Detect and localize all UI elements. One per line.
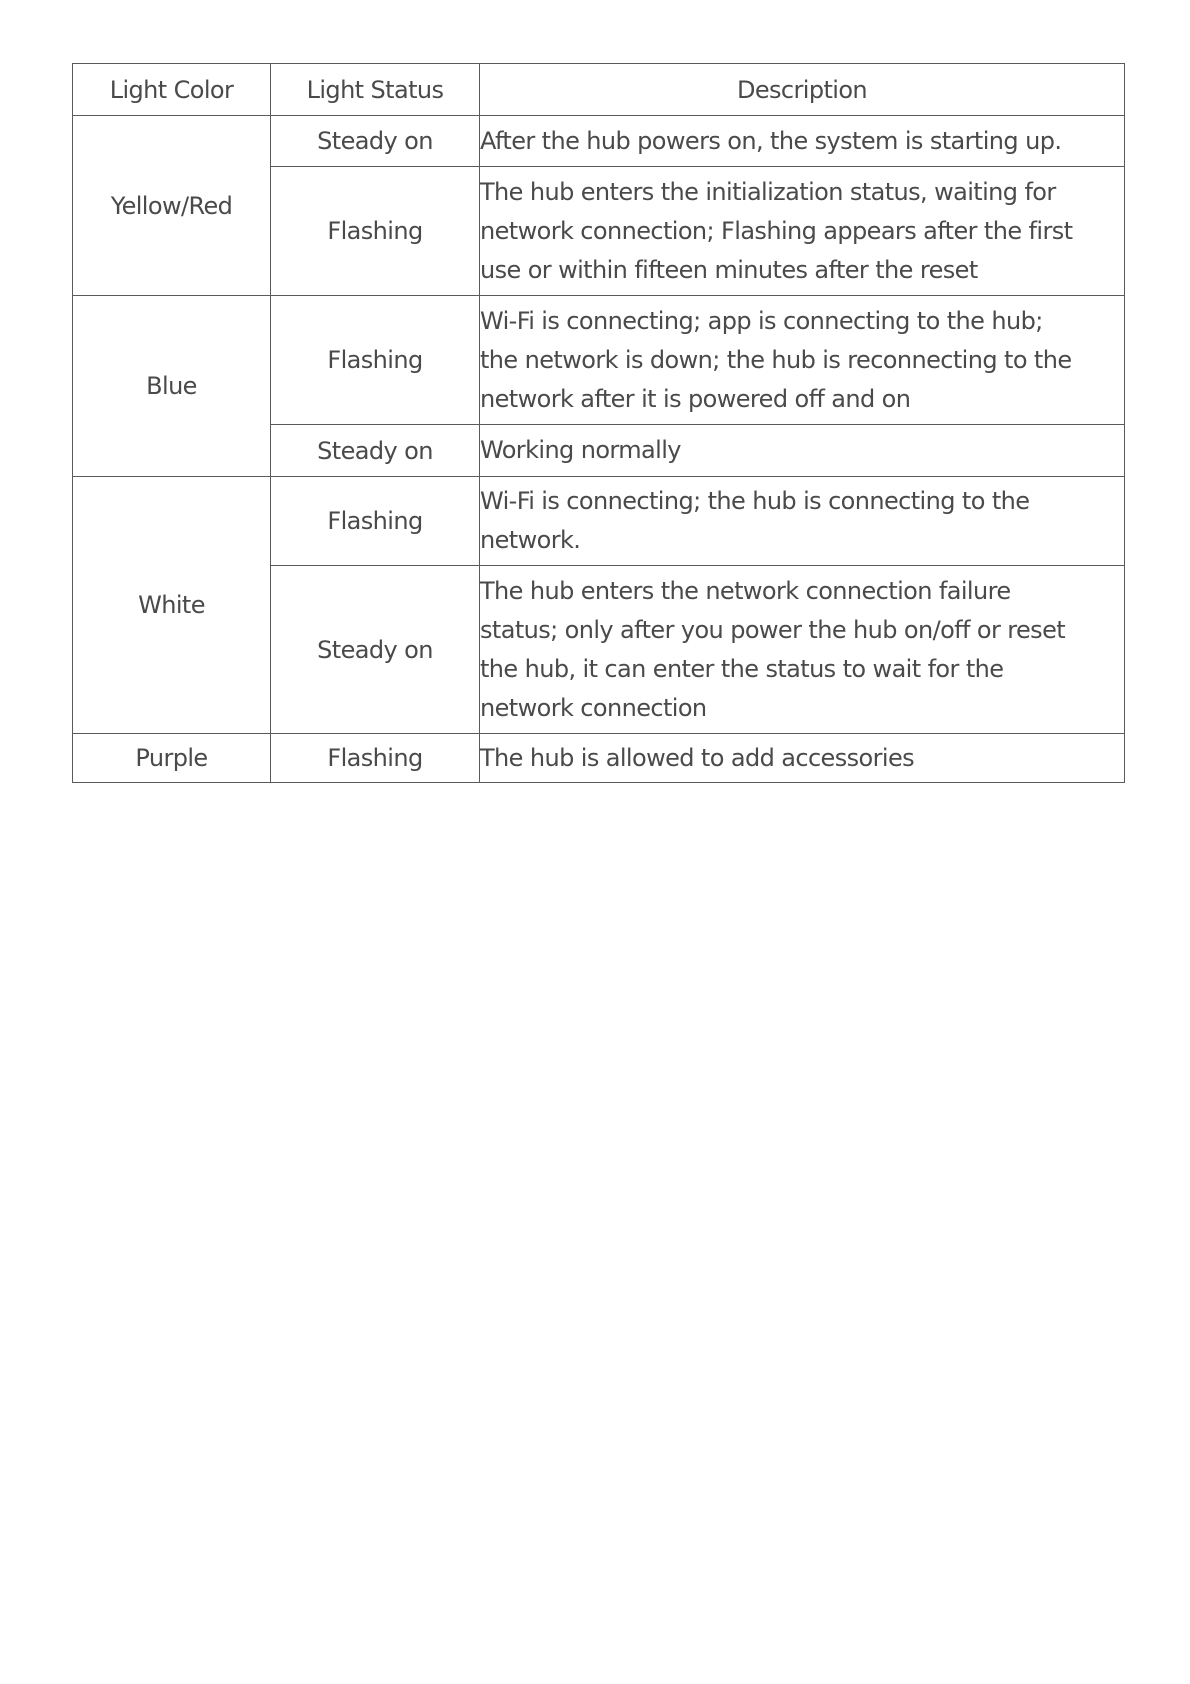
description-line: use or within fifteen minutes after the reset <box>480 255 978 284</box>
description-line: The hub enters the network connection failure <box>480 576 1011 605</box>
description-cell <box>480 167 1125 296</box>
light-status-cell: Flashing <box>271 477 480 566</box>
light-status-cell: Flashing <box>271 734 480 783</box>
description-line: The hub is allowed to add accessories <box>480 743 915 772</box>
table-row <box>73 116 1125 167</box>
header-light-status: Light Status <box>271 64 480 116</box>
light-color-cell: White <box>73 477 271 734</box>
description-line: After the hub powers on, the system is starting up. <box>480 126 1062 155</box>
description-line: network connection <box>480 693 707 722</box>
description-cell <box>480 116 1125 167</box>
description-line: network after it is powered off and on <box>480 384 911 413</box>
light-status-cell: Steady on <box>271 425 480 477</box>
table-header-row <box>73 64 1125 116</box>
description-line: the hub, it can enter the status to wait for the <box>480 654 1004 683</box>
table-row <box>73 296 1125 425</box>
light-color-cell: Blue <box>73 296 271 477</box>
table-row <box>73 477 1125 566</box>
light-color-cell: Purple <box>73 734 271 783</box>
description-line: Wi-Fi is connecting; app is connecting to the hub; <box>480 306 1043 335</box>
description-cell <box>480 477 1125 566</box>
description-line: network. <box>480 526 581 554</box>
description-line: network connection; Flashing appears after the first <box>480 216 1073 245</box>
light-color-cell: Yellow/Red <box>73 116 271 296</box>
description-cell <box>480 296 1125 425</box>
description-cell <box>480 566 1125 734</box>
light-status-cell: Flashing <box>271 167 480 296</box>
light-status-table <box>72 63 1125 783</box>
header-light-color: Light Color <box>73 64 271 116</box>
description-line: Working normally <box>480 436 681 464</box>
header-description: Description <box>480 64 1125 116</box>
description-line: status; only after you power the hub on/off or reset <box>480 615 1066 644</box>
description-line: The hub enters the initialization status, waiting for <box>480 177 1056 206</box>
light-status-cell: Steady on <box>271 566 480 734</box>
description-cell <box>480 734 1125 783</box>
description-cell <box>480 425 1125 477</box>
description-line: Wi-Fi is connecting; the hub is connecting to the <box>480 487 1030 515</box>
light-status-cell: Flashing <box>271 296 480 425</box>
table-row <box>73 734 1125 783</box>
light-status-cell: Steady on <box>271 116 480 167</box>
description-line: the network is down; the hub is reconnecting to the <box>480 345 1072 374</box>
